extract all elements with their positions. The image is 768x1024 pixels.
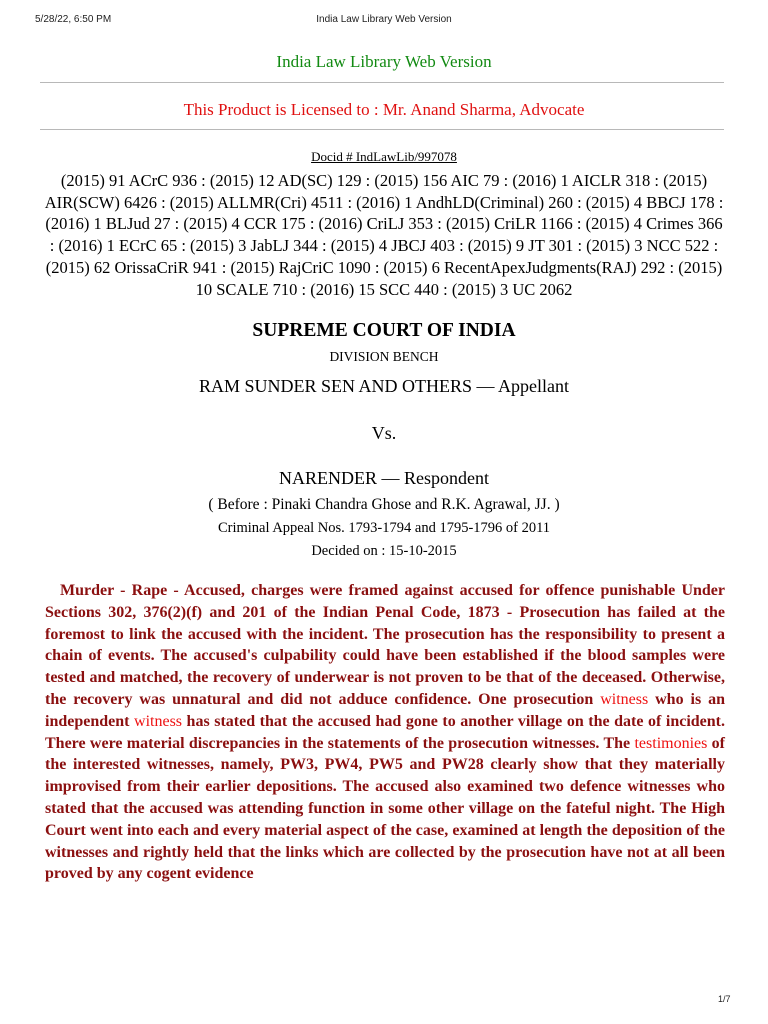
license-notice: This Product is Licensed to : Mr. Anand Sharma, Advocate <box>183 100 585 119</box>
headnote-text: of the interested witnesses, namely, PW3, PW4, PW5 and PW28 clearly show that they materially improvised from their earlier depositions. The accused also examined two defence witnesses who stated that the accused was attending function in some other village on the fateful night. The High Court went into each and every material aspect of the case, examined at length the deposition of the witnesses and rightly held that the links which are collected by the prosecution have not at all been proved by any cogent evidence <box>45 734 726 883</box>
divider-top <box>40 82 724 83</box>
docid-link[interactable]: Docid # IndLawLib/997078 <box>311 149 457 164</box>
keyword-link-testimonies[interactable]: testimonies <box>634 734 708 752</box>
site-title: India Law Library Web Version <box>276 52 492 71</box>
headnote <box>45 580 725 885</box>
respondent: NARENDER — Respondent <box>279 468 489 488</box>
print-page-title: India Law Library Web Version <box>316 14 452 25</box>
citations: (2015) 91 ACrC 936 : (2015) 12 AD(SC) 129 : (2015) 156 AIC 79 : (2016) 1 AICLR 318 : (2015) AIR(SCW) 6426 : (2015) ALLMR(Cri) 4511 : (2016) 1 AndhLD(Criminal) 260 : (2015) 4 BBCJ 178 : (2016) 1 BLJud 27 : (2015) 4 CCR 175 : (2016) CriLJ 353 : (2015) CriLR 1166 : (2015) 4 Crimes 366 : (2016) 1 ECrC 65 : (2015) 3 JabLJ 344 : (2015) 4 JBCJ 403 : (2015) 9 JT 301 : (2015) 3 NCC 522 : (2015) 62 OrissaCriR 941 : (2015) RajCriC 1090 : (2015) 6 RecentApexJudgments(RAJ) 292 : (2015) 10 SCALE 710 : (2016) 15 SCC 440 : (2015) 3 UC 2062 <box>44 171 724 299</box>
keyword-link-witness[interactable]: witness <box>600 690 649 708</box>
judges: ( Before : Pinaki Chandra Ghose and R.K. Agrawal, JJ. ) <box>208 496 560 513</box>
versus: Vs. <box>371 423 397 443</box>
decided-date: Decided on : 15-10-2015 <box>311 543 457 559</box>
headnote-text: has stated that the accused had gone to another village on the date of incident. There were material discrepancies in the statements of the prosecution witnesses. The <box>45 712 725 752</box>
appeal-number: Criminal Appeal Nos. 1793-1794 and 1795-1796 of 2011 <box>217 520 551 536</box>
bench-type: DIVISION BENCH <box>329 349 439 364</box>
appellant: RAM SUNDER SEN AND OTHERS — Appellant <box>198 376 570 396</box>
keyword-link-witness[interactable]: witness <box>134 712 183 730</box>
print-header <box>0 14 768 28</box>
divider-bottom <box>40 129 724 130</box>
page-number: 1/7 <box>718 994 731 1004</box>
headnote-text: who is an independent <box>45 690 725 730</box>
court-name: SUPREME COURT OF INDIA <box>252 320 516 341</box>
print-datetime: 5/28/22, 6:50 PM <box>35 14 112 25</box>
headnote-text: Murder - Rape - Accused, charges were framed against accused for offence punishable Under Sections 302, 376(2)(f) and 201 of the Indian Penal Code, 1873 - Prosecution has failed at the foremost to link the accused with the incident. The prosecution has the responsibility to present a chain of events. The accused's culpability could have been established if the blood samples were tested and matched, the recovery of underwear is not proven to be that of the deceased. Otherwise, the recovery was unnatural and did not adduce confidence. One prosecution <box>45 582 725 708</box>
